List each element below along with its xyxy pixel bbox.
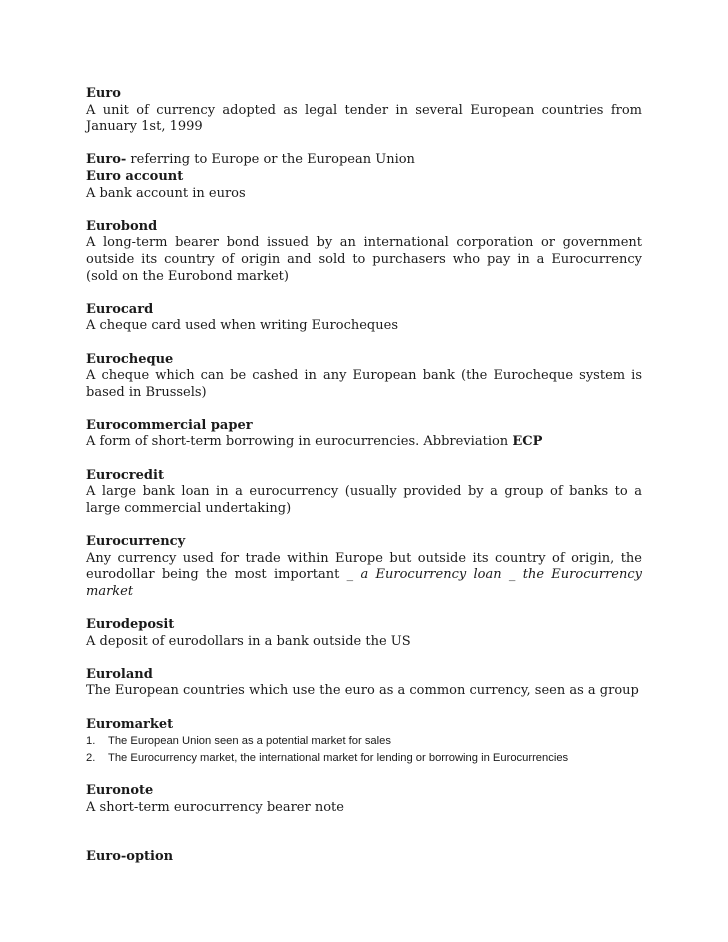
definition: A cheque card used when writing Eurocheques [86, 318, 398, 334]
entry-euromarket [86, 717, 642, 767]
definition: A deposit of eurodollars in a bank outside the US [86, 633, 411, 649]
entry-eurocard [86, 302, 642, 335]
numbered-list [86, 733, 642, 766]
entry-eurodeposit [86, 617, 642, 650]
definition: A long-term bearer bond issued by an international corporation or government outside its country of origin and sold to purchasers who pay in a Eurocurrency (sold on the Eurobond market) [86, 235, 642, 284]
example: a Eurocurrency loan [360, 567, 502, 583]
definition [86, 551, 642, 601]
list-number: 1. [86, 735, 96, 748]
term: Eurocurrency [86, 534, 186, 550]
term: Euro account [86, 168, 184, 184]
term: Eurocommercial paper [86, 417, 253, 433]
list-item [86, 733, 642, 750]
entry-eurocommercial-paper [86, 418, 642, 451]
example: the Eurocurrency market [86, 567, 642, 599]
glossary [86, 86, 642, 882]
term: Euro [86, 86, 121, 101]
entry-eurocurrency [86, 534, 642, 600]
abbreviation: ECP [512, 434, 543, 450]
entry-eurocheque [86, 352, 642, 402]
term: Euromarket [86, 716, 174, 732]
definition: A unit of currency adopted as legal tender in several European countries from January 1st, 1999 [86, 102, 642, 135]
list-item [86, 750, 642, 767]
entry-euro-prefix [86, 152, 642, 169]
entry-eurobond [86, 219, 642, 285]
term: Eurocheque [86, 351, 174, 367]
definition: A cheque which can be cashed in any European bank (the Eurocheque system is based in Brussels) [86, 368, 642, 400]
list-text: The European Union seen as a potential market for sales [108, 735, 391, 748]
term: Eurocard [86, 301, 154, 317]
entry-euro [86, 86, 642, 136]
term: Eurocredit [86, 467, 164, 483]
definition: referring to Europe or the European Union [126, 152, 415, 168]
entry-euronote [86, 783, 642, 816]
separator: _ [501, 567, 523, 583]
definition: The European countries which use the euro as a common currency, seen as a group [86, 683, 639, 699]
definition [86, 434, 642, 451]
definition: A bank account in euros [86, 185, 246, 201]
list-text: The Eurocurrency market, the international market for lending or borrowing in Eurocurrencies [108, 751, 569, 764]
term: Eurobond [86, 218, 158, 234]
entry-eurocredit [86, 468, 642, 518]
entry-euroland [86, 667, 642, 700]
term: Eurodeposit [86, 617, 175, 632]
entry-euro-account [86, 169, 642, 202]
definition: A short-term eurocurrency bearer note [86, 799, 344, 815]
term: Euro-option [86, 849, 174, 865]
list-number: 2. [86, 751, 96, 764]
definition-text: Any currency used for trade within Europe but outside its country of origin, the eurodollar being the most important _ [86, 550, 642, 583]
definition-text: A form of short-term borrowing in eurocurrencies. Abbreviation [86, 434, 513, 450]
definition: A large bank loan in a eurocurrency (usually provided by a group of banks to a large commercial undertaking) [86, 484, 642, 516]
term: Euronote [86, 782, 154, 798]
term: Euro- [86, 152, 127, 168]
term: Euroland [86, 666, 153, 682]
entry-euro-option [86, 849, 642, 866]
